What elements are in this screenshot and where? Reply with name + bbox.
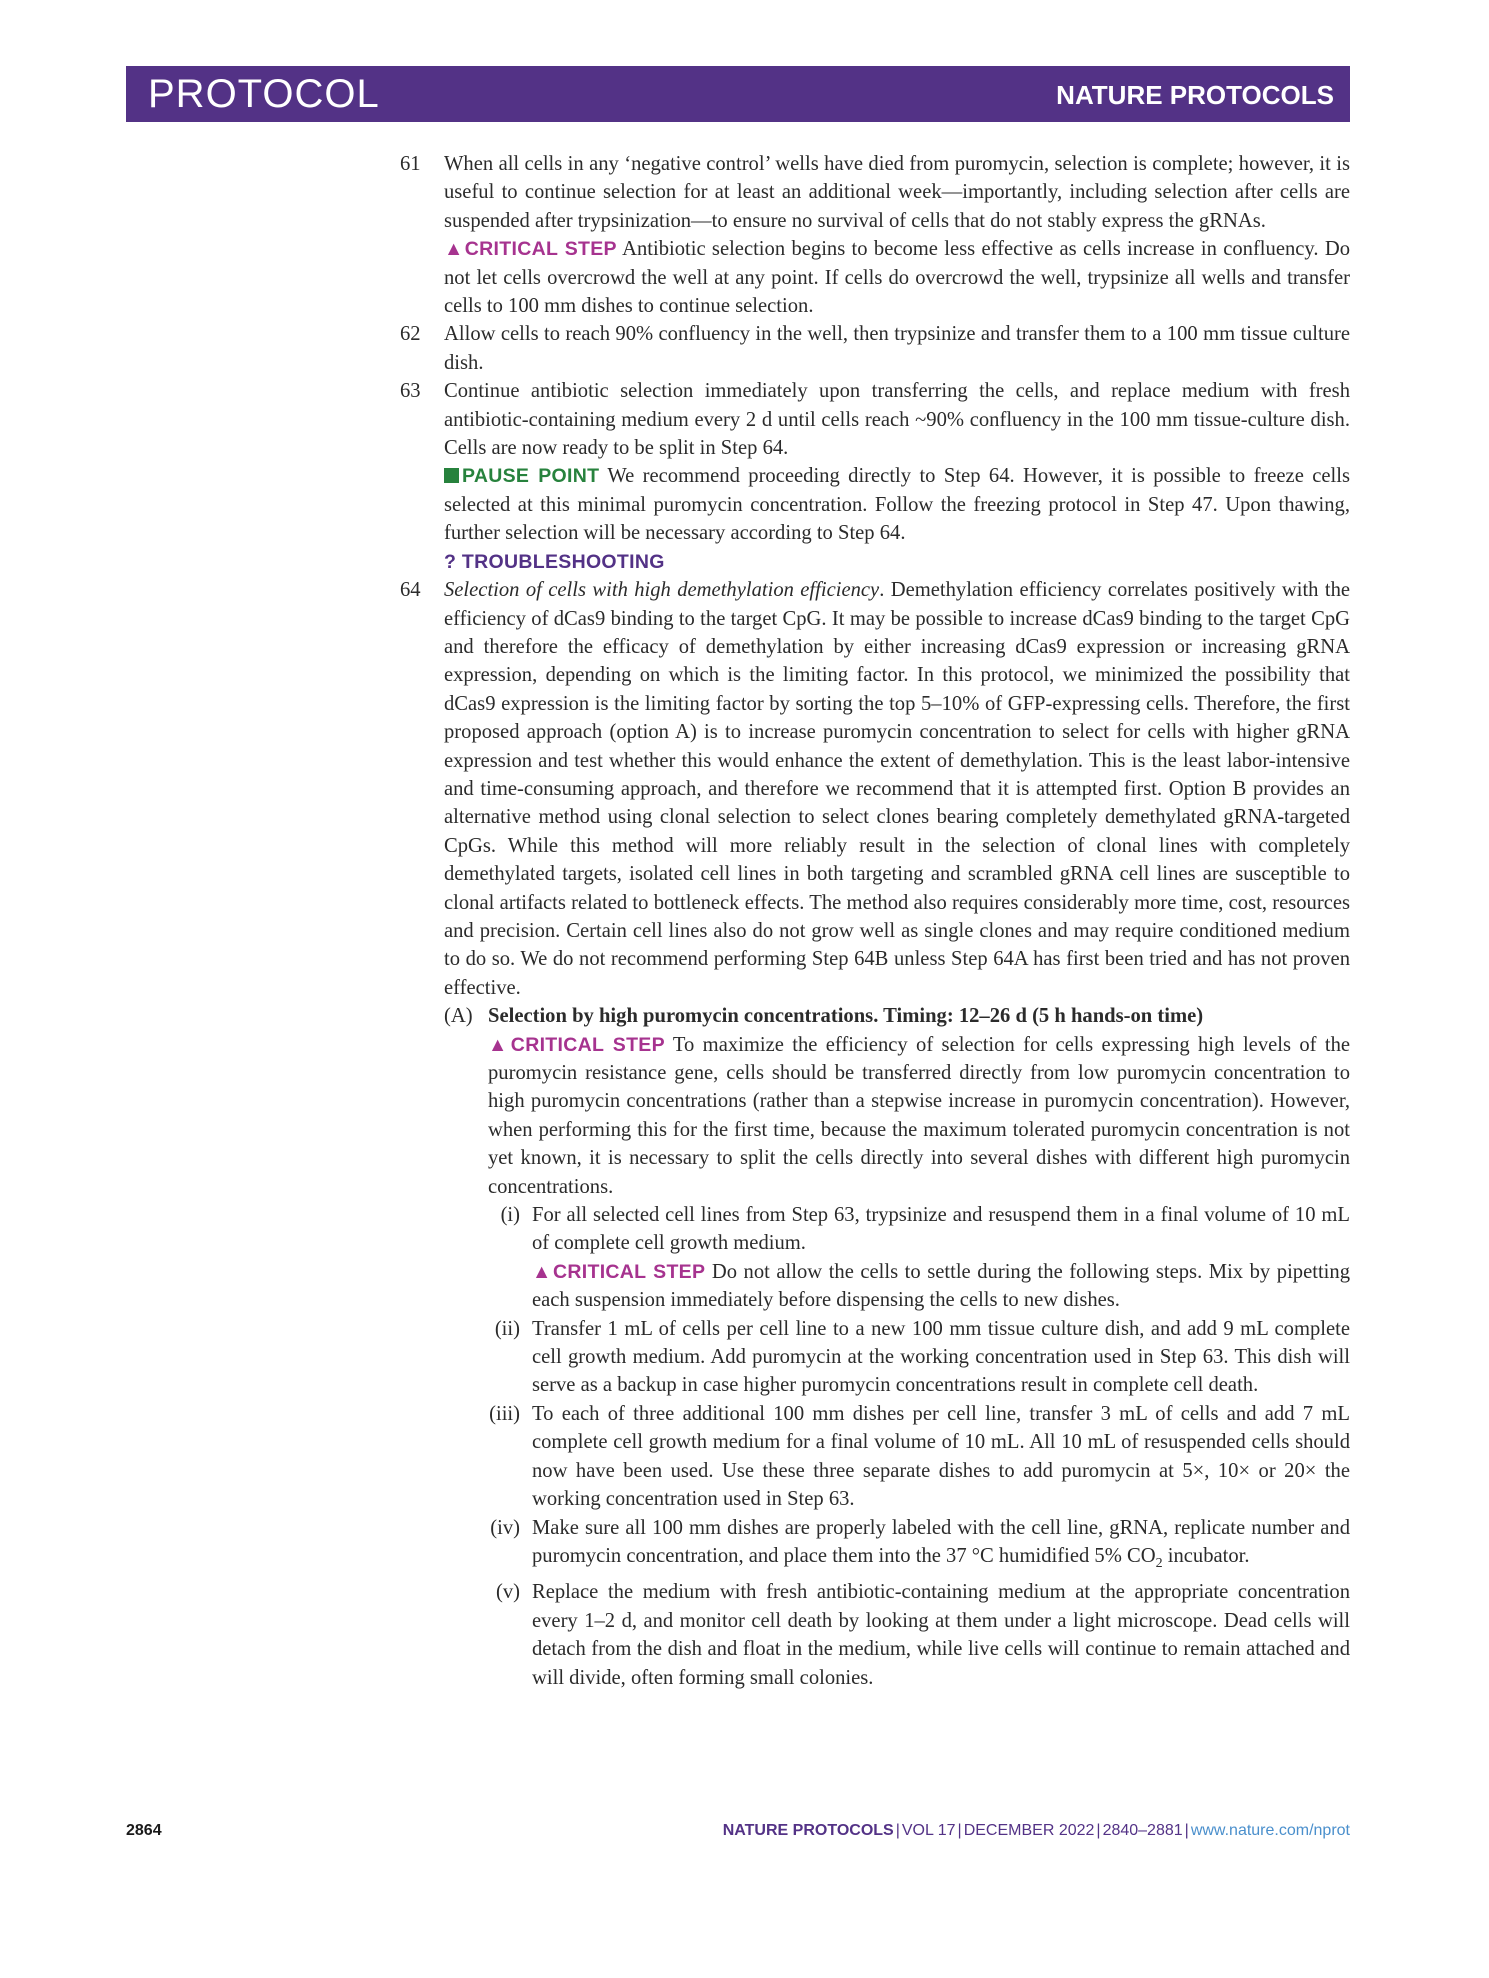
substep-label: (v) <box>495 1581 520 1604</box>
footer-pages: 2840–2881 <box>1102 1822 1183 1839</box>
step-61 <box>400 150 1350 320</box>
substep-i <box>488 1201 1350 1315</box>
option-title: Selection by high puromycin concentrations. Timing: 12–26 d (5 h hands-on time) <box>488 1005 1204 1028</box>
footer-date: DECEMBER 2022 <box>963 1822 1095 1839</box>
critical-step-text: Do not allow the cells to settle during the following steps. Mix by pipetting each suspension immediately before dispensing the cells to new dishes. <box>532 1260 1350 1312</box>
critical-step-note <box>488 1031 1350 1201</box>
step-64 <box>400 576 1350 1692</box>
protocol-content <box>400 150 1350 1692</box>
critical-step-label: ▲CRITICAL STEP <box>532 1260 706 1283</box>
substep-label: (iv) <box>490 1516 520 1539</box>
page-header <box>126 66 1350 122</box>
substep-iii <box>488 1400 1350 1514</box>
step-title: Selection of cells with high demethylation efficiency <box>444 579 880 602</box>
step-text: Continue antibiotic selection immediately upon transferring the cells, and replace medium with fresh antibiotic-containing medium every 2 d until cells reach ~90% confluency in the 100 mm tissue-culture dish. Cells are now ready to be split in Step 64. <box>444 380 1350 460</box>
step-text: When all cells in any ‘negative control’ wells have died from puromycin, selection is complete; however, it is useful to continue selection for at least an additional week—importantly, including selection after cells are suspended after trypsinization—to ensure no survival of cells that do not stably express the gRNAs. <box>444 153 1350 232</box>
substep-text: Make sure all 100 mm dishes are properly labeled with the cell line, gRNA, replicate number and puromycin concentration, and place them into the 37 °C humidified 5% $CO_2$ incubator. <box>532 1516 1350 1572</box>
pause-point-label: PAUSE POINT <box>462 465 600 488</box>
step-number: 61 <box>400 153 421 175</box>
substep-text: For all selected cell lines from Step 63, trypsinize and resuspend them in a final volume of 10 mL of complete cell growth medium. <box>532 1204 1350 1255</box>
step-text: Selection of cells with high demethylation efficiency. Demethylation efficiency correlates positively with the efficiency of dCas9 binding to the target CpG. It may be possible to increase dCas9 binding to the target CpG and therefore the efficacy of demethylation by either increasing dCas9 expression or increasing gRNA expression, depending on which is the limiting factor. In this protocol, we minimized the possibility that dCas9 expression is the limiting factor by sorting the top 5–10% of GFP-expressing cells. Therefore, the first proposed approach (option A) is to increase puromycin concentration to select for cells with higher gRNA expression and test whether this would enhance the extent of demethylation. This is the least labor-intensive and time-consuming approach, and therefore we recommend that it is attempted first. Option B provides an alternative method using clonal selection to select clones bearing completely demethylated gRNA-targeted CpGs. While this method will more reliably result in the selection of clonal lines with completely demethylated targets, isolated cell lines in both targeting and scrambled gRNA cell lines are susceptible to clonal artifacts related to bottleneck effects. The method also requires considerably more time, cost, resources and precision. Certain cell lines also do not grow well as single clones and may require conditioned medium to do so. We do not recommend performing Step 64B unless Step 64A has first been tried and has not proven effective. <box>444 579 1351 999</box>
journal-title: NATURE PROTOCOLS <box>1056 80 1334 110</box>
step-number: 64 <box>400 579 421 602</box>
footer-journal-name: NATURE PROTOCOLS <box>722 1822 894 1839</box>
substep-label: (iii) <box>489 1402 520 1425</box>
substep-v <box>488 1578 1350 1692</box>
critical-step-label: ▲CRITICAL STEP <box>488 1033 665 1056</box>
substep-text: To each of three additional 100 mm dishes per cell line, transfer 3 mL of cells and add 7 mL complete cell growth medium for a final volume of 10 mL. All 10 mL of resuspended cells should now have been used. Use these three separate dishes to add puromycin at 5×, 10× or 20× the working concentration used in Step 63. <box>532 1402 1350 1511</box>
pause-point-text: We recommend proceeding directly to Step 64. However, it is possible to freeze cells selected at this minimal puromycin concentration. Follow the freezing protocol in Step 47. Upon thawing, further selection will be necessary according to Step 64. <box>444 465 1350 545</box>
footer-volume: VOL 17 <box>901 1822 956 1839</box>
critical-step-text: To maximize the efficiency of selection for cells expressing high levels of the puromycin resistance gene, cells should be transferred directly from low puromycin concentration to high puromycin concentrations (rather than a stepwise increase in puromycin concentration). However, when performing this for the first time, because the maximum tolerated puromycin concentration is not yet known, it is necessary to split the cells directly into several dishes with different high puromycin concentrations. <box>488 1033 1351 1198</box>
substep-ii <box>488 1315 1350 1400</box>
troubleshooting-link[interactable]: ? TROUBLESHOOTING <box>444 550 665 573</box>
step-number: 62 <box>400 323 421 346</box>
option-label: (A) <box>444 1005 473 1028</box>
footer-url-link[interactable]: www.nature.com/nprot <box>1190 1822 1350 1839</box>
step-63 <box>400 377 1350 576</box>
option-a <box>444 1002 1350 1692</box>
critical-step-note <box>532 1258 1350 1315</box>
substep-iv <box>488 1514 1350 1579</box>
pause-square-icon <box>444 468 459 483</box>
step-number: 63 <box>400 380 421 403</box>
step-62 <box>400 320 1350 377</box>
page-number: 2864 <box>126 1822 162 1839</box>
substep-label: (i) <box>500 1204 520 1227</box>
substep-label: (ii) <box>494 1317 520 1340</box>
journal-footer: NATURE PROTOCOLS | VOL 17 | DECEMBER 2022 | 2840–2881 | www.nature.com/nprot <box>722 1822 1350 1839</box>
substep-text: Transfer 1 mL of cells per cell line to a new 100 mm tissue culture dish, and add 9 mL complete cell growth medium. Add puromycin at the working concentration used in Step 63. This dish will serve as a backup in case higher puromycin concentrations result in complete cell death. <box>532 1317 1350 1397</box>
step-text: Allow cells to reach 90% confluency in the well, then trypsinize and transfer them to a 100 mm tissue culture dish. <box>444 323 1350 374</box>
critical-step-text: Antibiotic selection begins to become less effective as cells increase in confluency. Do not let cells overcrowd the well at any point. If cells do overcrowd the well, trypsinize all wells and transfer cells to 100 mm dishes to continue selection. <box>444 238 1351 318</box>
section-label: PROTOCOL <box>148 72 380 116</box>
substep-text: Replace the medium with fresh antibiotic-containing medium at the appropriate concentration every 1–2 d, and monitor cell death by looking at them under a light microscope. Dead cells will detach from the dish and float in the medium, while live cells will continue to remain attached and will divide, often forming small colonies. <box>532 1581 1350 1689</box>
critical-step-note <box>444 235 1350 320</box>
pause-point-note <box>444 462 1350 547</box>
critical-step-label: ▲CRITICAL STEP <box>444 238 617 261</box>
